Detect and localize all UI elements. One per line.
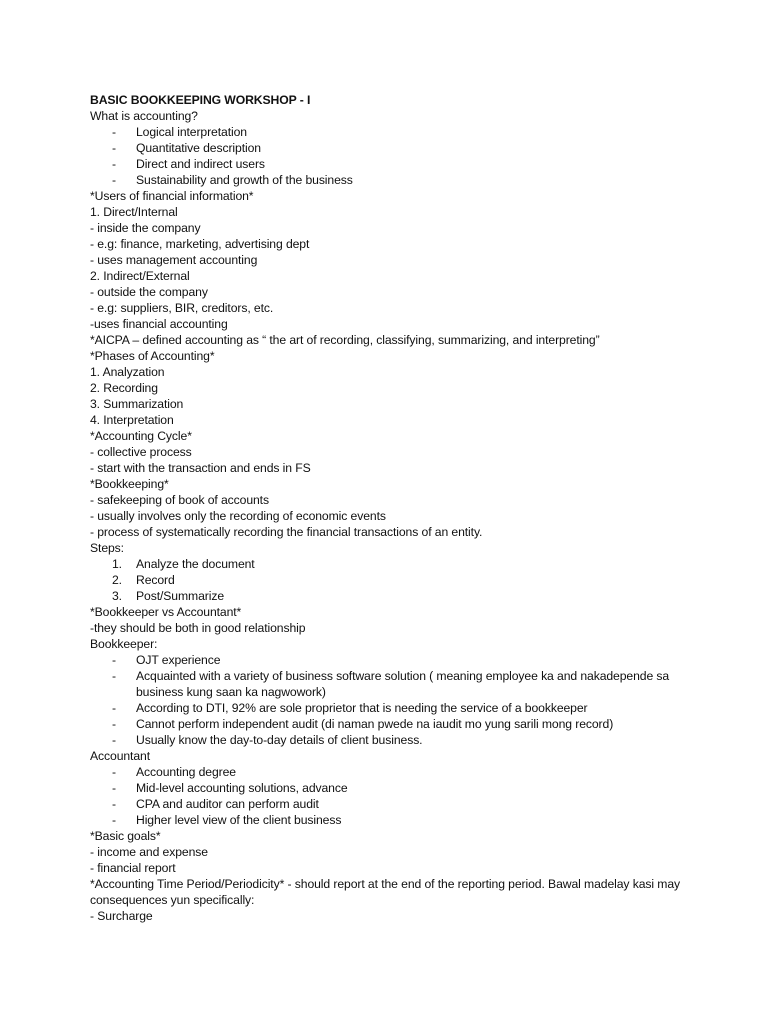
section-heading: *Bookkeeping* (90, 477, 169, 491)
text-line: -they should be both in good relationship (90, 621, 306, 635)
text-line: - usually involves only the recording of economic events (90, 509, 386, 523)
text-line: 2. Indirect/External (90, 269, 190, 283)
list-item: - Mid-level accounting solutions, advance (112, 781, 348, 795)
text-line: 3. Summarization (90, 397, 184, 411)
dash-marker: - (112, 669, 116, 683)
dash-marker: - (112, 717, 116, 731)
section-heading: *Phases of Accounting* (90, 349, 215, 363)
list-item: - CPA and auditor can perform audit (112, 797, 319, 811)
dash-marker: - (112, 813, 116, 827)
list-item: - Usually know the day-to-day details of client business. (112, 733, 423, 747)
number-marker: 3. (112, 589, 122, 603)
section-heading: *Bookkeeper vs Accountant* (90, 605, 242, 619)
text-line: 4. Interpretation (90, 413, 174, 427)
dash-marker: - (112, 765, 116, 779)
numbered-item: 1. Analyze the document (112, 557, 255, 571)
list-item: - Quantitative description (112, 141, 261, 155)
list-item: - Logical interpretation (112, 125, 247, 139)
dash-marker: - (112, 797, 116, 811)
list-item: - OJT experience (112, 653, 221, 667)
document-title: BASIC BOOKKEEPING WORKSHOP - I (90, 93, 311, 107)
section-heading: *Users of financial information* (90, 189, 254, 203)
text-line: - outside the company (90, 285, 208, 299)
text-line: Steps: (90, 541, 124, 555)
text-line: - process of systematically recording the financial transactions of an entity. (90, 525, 483, 539)
list-item: - According to DTI, 92% are sole proprietor that is needing the service of a bookkeeper (112, 701, 588, 715)
text-line: - inside the company (90, 221, 201, 235)
list-item: - Accounting degree (112, 765, 236, 779)
dash-marker: - (112, 781, 116, 795)
text-line: *AICPA – defined accounting as “ the art of recording, classifying, summarizing, and interpreting” (90, 333, 600, 347)
dash-marker: - (112, 653, 116, 667)
text-line: 2. Recording (90, 381, 158, 395)
text-line: - e.g: suppliers, BIR, creditors, etc. (90, 301, 274, 315)
document-body (90, 92, 680, 924)
text-line: Bookkeeper: (90, 637, 158, 651)
numbered-item: 3. Post/Summarize (112, 589, 225, 603)
text-line: Accountant (90, 749, 150, 763)
text-line: - safekeeping of book of accounts (90, 493, 269, 507)
text-line: - uses management accounting (90, 253, 258, 267)
dash-marker: - (112, 173, 116, 187)
section-heading: *Basic goals* (90, 829, 161, 843)
list-item: - Sustainability and growth of the business (112, 173, 353, 187)
section-heading: *Accounting Cycle* (90, 429, 192, 443)
dash-marker: - (112, 157, 116, 171)
dash-marker: - (112, 141, 116, 155)
text-line: - collective process (90, 445, 192, 459)
text-line: - Surcharge (90, 909, 153, 923)
text-line: - income and expense (90, 845, 208, 859)
paragraph: *Accounting Time Period/Periodicity* - should report at the end of the reporting period. Bawal madelay kasi may consequences yun specifically: (90, 877, 680, 907)
text-line: 1. Direct/Internal (90, 205, 178, 219)
dash-marker: - (112, 733, 116, 747)
list-item: - Direct and indirect users (112, 157, 265, 171)
text-line: - financial report (90, 861, 176, 875)
number-marker: 2. (112, 573, 122, 587)
numbered-item: 2. Record (112, 573, 175, 587)
question-heading: What is accounting? (90, 109, 198, 123)
dash-marker: - (112, 701, 116, 715)
list-item: - Cannot perform independent audit (di naman pwede na iaudit mo yung sarili mong record) (112, 717, 614, 731)
list-item: - Higher level view of the client business (112, 813, 342, 827)
number-marker: 1. (112, 557, 122, 571)
text-line: 1. Analyzation (90, 365, 165, 379)
list-item: - Acquainted with a variety of business software solution ( meaning employee ka and nakadepende sa business kung saan ka nagwowork) (112, 669, 670, 699)
dash-marker: - (112, 125, 116, 139)
text-line: - e.g: finance, marketing, advertising dept (90, 237, 310, 251)
text-line: -uses financial accounting (90, 317, 228, 331)
text-line: - start with the transaction and ends in FS (90, 461, 311, 475)
